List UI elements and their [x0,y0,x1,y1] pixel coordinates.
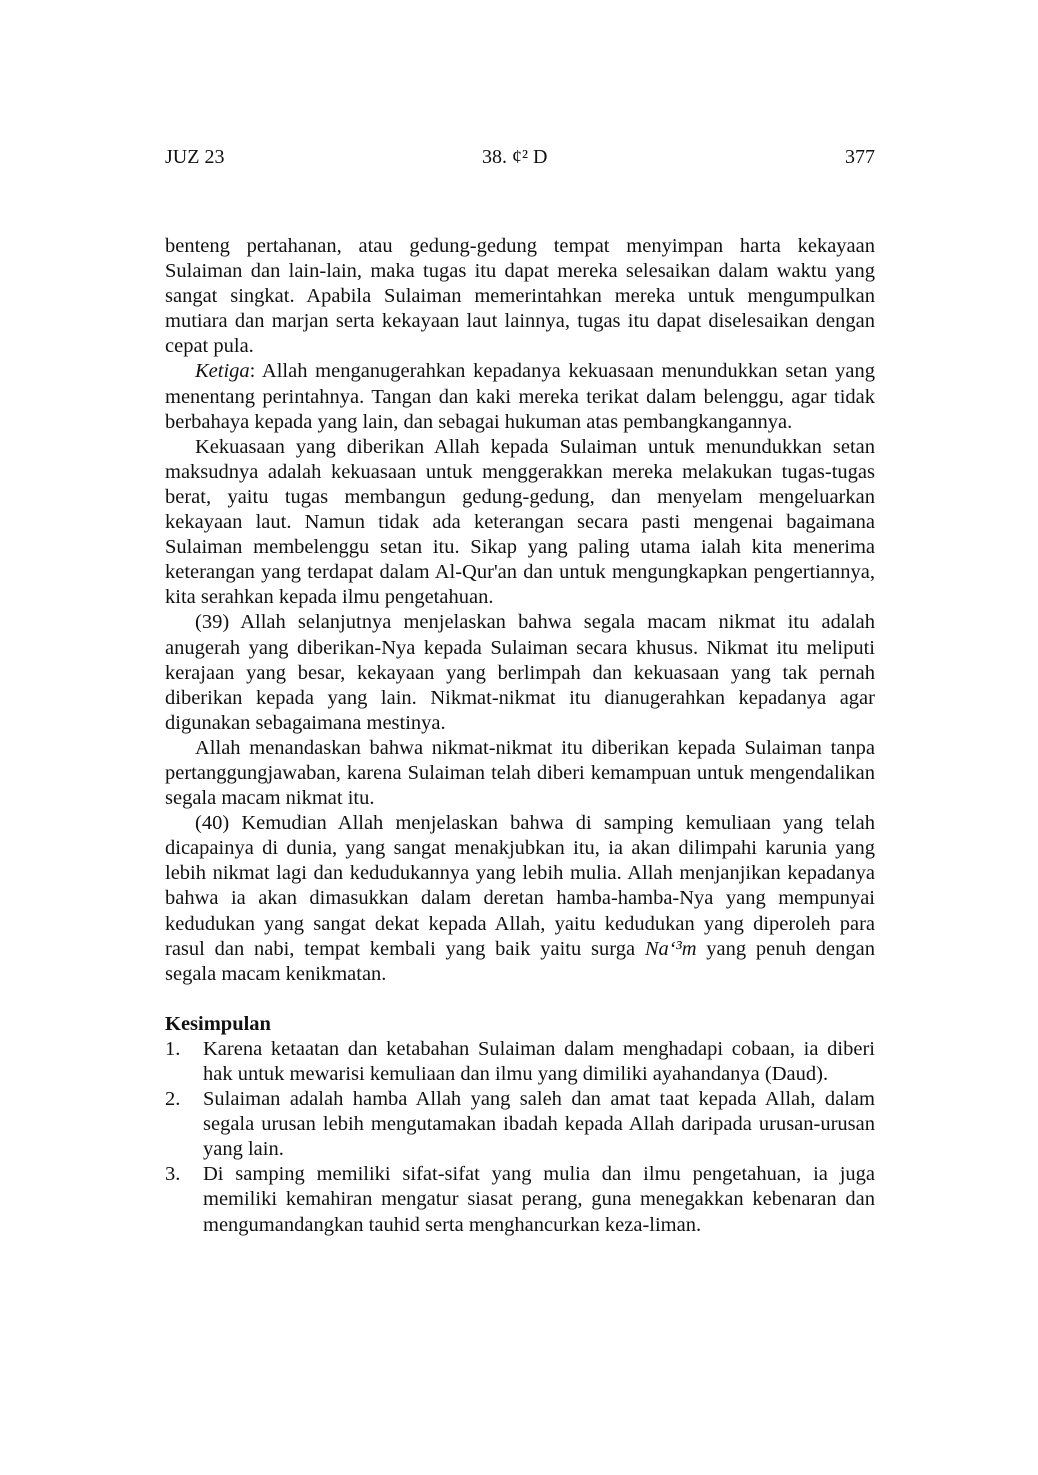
paragraph: Ketiga: Allah menganugerahkan kepadanya kekuasaan menundukkan setan yang menentang perintahnya. Tangan dan kaki mereka terikat dalam belenggu, agar tidak berbahaya kepada yang lain, dan sebagai hukuman atas pembangkangannya. [165,360,875,433]
paragraph: benteng pertahanan, atau gedung-gedung tempat menyimpan harta kekayaan Sulaiman dan lain-lain, maka tugas itu dapat mereka selesaikan dalam waktu yang sangat singkat. Apabila Sulaiman memerintahkan mereka untuk mengumpulkan mutiara dan marjan serta kekayaan laut lainnya, tugas itu dapat diselesaikan dengan cepat pula. [165,235,875,358]
paragraph: (39) Allah selanjutnya menjelaskan bahwa segala macam nikmat itu adalah anugerah yang diberikan-Nya kepada Sulaiman secara khusus. Nikmat itu meliputi kerajaan yang besar, kekayaan yang berlimpah dan kekuasaan yang tak pernah diberikan kepada yang lain. Nikmat-nikmat itu dianugerahkan kepadanya agar digunakan sebagaimana mestinya. [165,611,875,734]
list-item: 3. Di samping memiliki sifat-sifat yang mulia dan ilmu pengetahuan, ia juga memiliki kemahiran mengatur siasat perang, guna menegakkan kebenaran dan mengumandangkan tauhid serta menghancurkan keza-liman. [165,1163,875,1236]
page-number: 377 [845,146,875,168]
list-number: 1. [165,1037,181,1060]
paragraph: (40) Kemudian Allah menjelaskan bahwa di samping kemuliaan yang telah dicapainya di dunia, yang sangat menakjubkan itu, ia akan dilimpahi karunia yang lebih nikmat lagi dan kedudukannya yang lebih mulia. Allah menjanjikan kepadanya bahwa ia akan dimasukkan dalam deretan hamba-hamba-Nya yang mempunyai kedudukan yang sangat dekat kepada Allah, yaitu kedudukan yang diperoleh para rasul dan nabi, tempat kembali yang baik yaitu surga Na‘³m yang penuh dengan segala macam kenikmatan. [165,812,875,985]
paragraph: Allah menandaskan bahwa nikmat-nikmat itu diberikan kepada Sulaiman tanpa pertanggungjawaban, karena Sulaiman telah diberi kemampuan untuk mengendalikan segala macam nikmat itu. [165,736,875,810]
list-number: 3. [165,1163,181,1186]
juz-label: JUZ 23 [165,146,225,168]
conclusion-list [165,1037,875,1238]
section-heading: Kesimpulan [165,1012,271,1035]
list-number: 2. [165,1088,181,1111]
paragraph: Kekuasaan yang diberikan Allah kepada Sulaiman untuk menundukkan setan maksudnya adalah kekuasaan untuk menggerakkan mereka melakukan tugas-tugas berat, yaitu tugas membangun gedung-gedung, dan menyelam mengeluarkan kekayaan laut. Namun tidak ada keterangan secara pasti mengenai bagaimana Sulaiman membelenggu setan itu. Sikap yang paling utama ialah kita menerima keterangan yang terdapat dalam Al-Qur'an dan untuk mengungkapkan pengertiannya, kita serahkan kepada ilmu pengetahuan. [165,435,875,609]
page-header [165,146,875,174]
page-body [165,234,875,1238]
list-item: 1. Karena ketaatan dan ketabahan Sulaiman dalam menghadapi cobaan, ia diberi hak untuk mewarisi kemuliaan dan ilmu yang dimiliki ayahandanya (Daud). [165,1037,875,1085]
italic-lead: Ketiga [195,360,250,383]
surah-title: 38. ¢² D [482,146,548,168]
list-item: 2. Sulaiman adalah hamba Allah yang saleh dan amat taat kepada Allah, dalam segala urusan lebih mengutamakan ibadah kepada Allah daripada urusan-urusan yang lain. [165,1088,875,1161]
italic-term: Na‘³m [644,937,697,960]
